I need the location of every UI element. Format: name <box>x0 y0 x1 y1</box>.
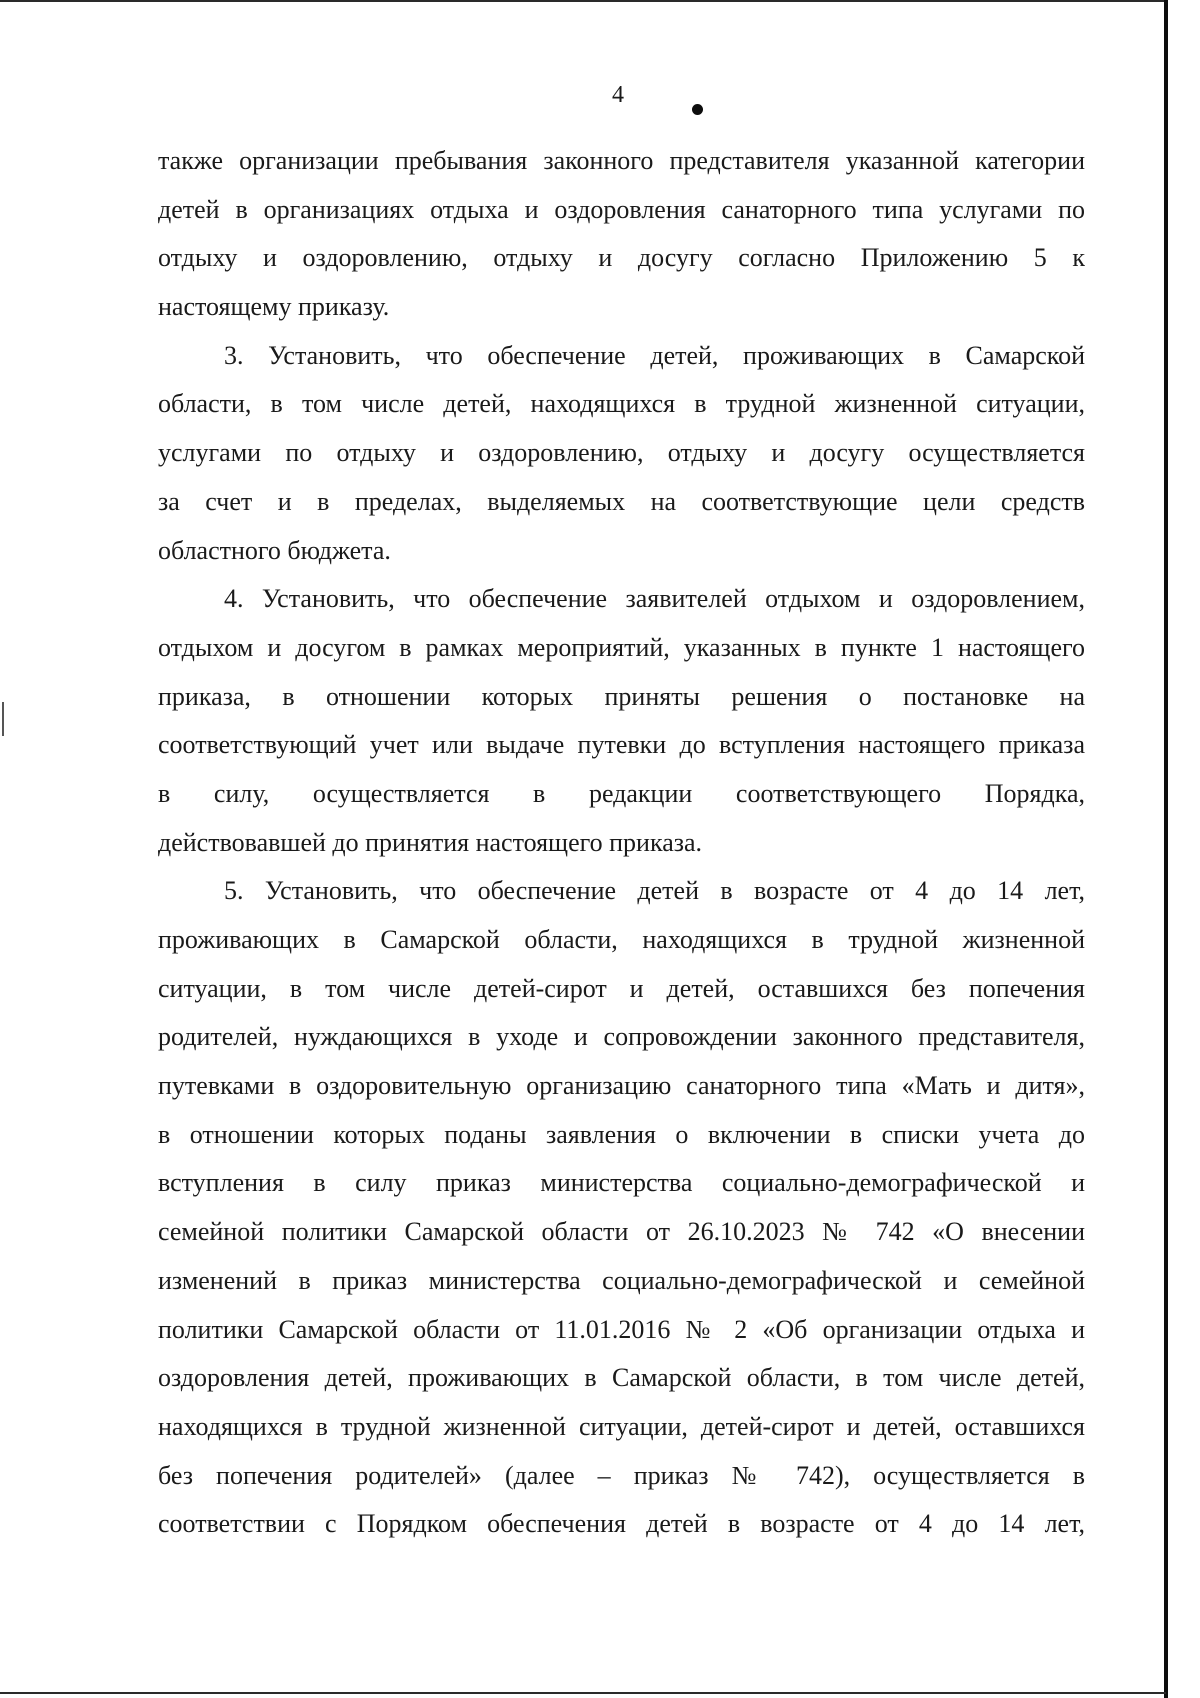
text-line: действовавшей до принятия настоящего приказа. <box>158 827 703 857</box>
text-line: соответствующий учет или выдаче путевки до вступления настоящего приказа <box>158 730 1085 760</box>
text-line: отдыху и оздоровлению, отдыху и досугу согласно Приложению 5 к <box>158 243 1085 273</box>
document-body <box>158 143 1085 1555</box>
text-line: в отношении которых поданы заявления о включении в списки учета до <box>158 1119 1085 1149</box>
text-line: услугами по отдыху и оздоровлению, отдыху и досугу осуществляется <box>158 438 1085 468</box>
page-number: 4 <box>612 82 624 108</box>
text-line: 3. Установить, что обеспечение детей, проживающих в Самарской <box>224 340 1085 370</box>
text-line: отдыхом и досугом в рамках мероприятий, указанных в пункте 1 настоящего <box>158 632 1085 662</box>
text-line: семейной политики Самарской области от 26.10.2023 № 742 «О внесении <box>158 1217 1085 1247</box>
text-line: приказа, в отношении которых приняты решения о постановке на <box>158 681 1085 711</box>
scan-right-edge <box>1164 0 1168 1698</box>
text-line: родителей, нуждающихся в уходе и сопровождении законного представителя, <box>158 1022 1085 1052</box>
text-line: детей в организациях отдыха и оздоровления санаторного типа услугами по <box>158 194 1085 224</box>
text-line: ситуации, в том числе детей-сирот и детей, оставшихся без попечения <box>158 973 1085 1003</box>
scan-margin-mark <box>2 702 4 736</box>
text-line: политики Самарской области от 11.01.2016 № 2 «Об организации отдыха и <box>158 1314 1085 1344</box>
text-line: также организации пребывания законного представителя указанной категории <box>158 146 1085 175</box>
text-line: 4. Установить, что обеспечение заявителей отдыхом и оздоровлением, <box>224 584 1085 614</box>
text-line: настоящему приказу. <box>158 292 390 322</box>
text-line: 5. Установить, что обеспечение детей в возрасте от 4 до 14 лет, <box>224 876 1085 906</box>
scan-top-edge <box>0 0 1164 2</box>
text-line: изменений в приказ министерства социально-демографической и семейной <box>158 1265 1085 1295</box>
text-line: оздоровления детей, проживающих в Самарской области, в том числе детей, <box>158 1363 1085 1393</box>
text-line: соответствии с Порядком обеспечения детей в возрасте от 4 до 14 лет, <box>158 1509 1085 1539</box>
scan-bottom-edge <box>0 1692 1166 1694</box>
text-line: за счет и в пределах, выделяемых на соответствующие цели средств <box>158 486 1085 516</box>
text-line: области, в том числе детей, находящихся в трудной жизненной ситуации, <box>158 389 1085 419</box>
text-line: без попечения родителей» (далее – приказ № 742), осуществляется в <box>158 1460 1085 1490</box>
scan-artifact-dot <box>692 104 703 115</box>
text-line: путевками в оздоровительную организацию санаторного типа «Мать и дитя», <box>158 1071 1085 1101</box>
text-line: областного бюджета. <box>158 535 391 565</box>
text-line: проживающих в Самарской области, находящихся в трудной жизненной <box>158 925 1085 954</box>
text-line: вступления в силу приказ министерства социально-демографической и <box>158 1168 1085 1198</box>
text-line: находящихся в трудной жизненной ситуации, детей-сирот и детей, оставшихся <box>158 1411 1085 1441</box>
text-line: в силу, осуществляется в редакции соответствующего Порядка, <box>158 778 1085 808</box>
